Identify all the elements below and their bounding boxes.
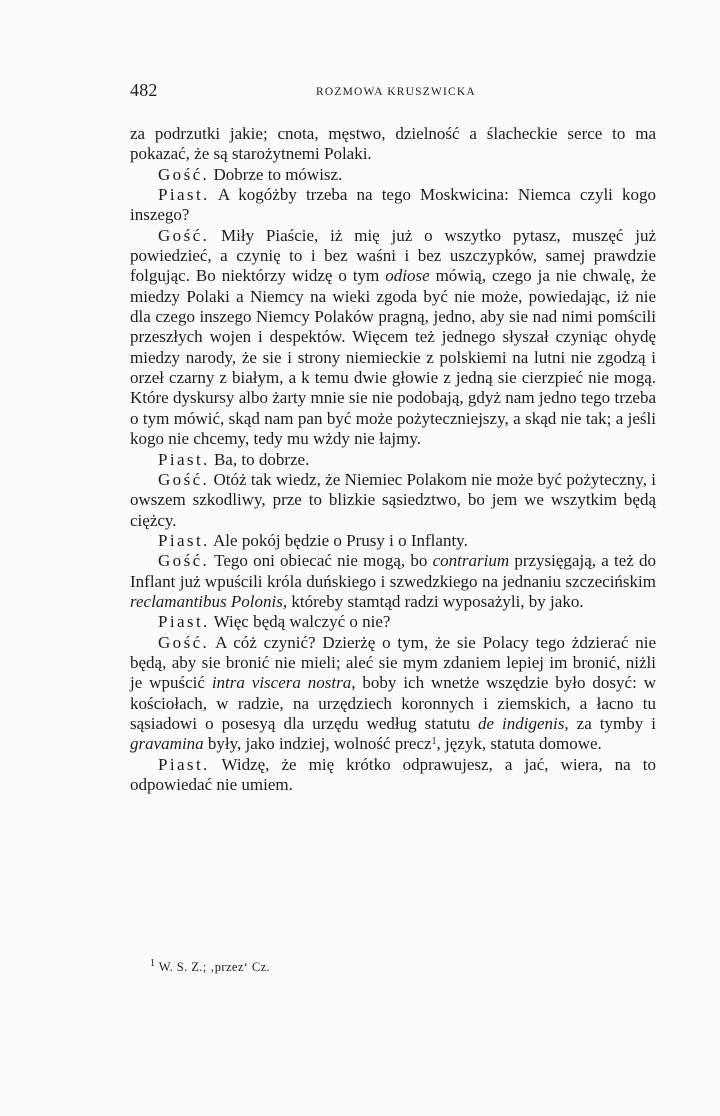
speaker-label: Gość. — [158, 551, 210, 571]
paragraph — [130, 470, 656, 531]
paragraph — [130, 633, 656, 755]
text-segment: Miły Piaście, iż mię już o wszytko pytasz, muszęć już powiedzieć, a czynię to i bez waśni i bez uszczypków, samej prawdzie folgując. Bo niektórzy widzę o tym — [130, 225, 656, 286]
paragraph — [130, 226, 656, 450]
paragraph — [130, 124, 656, 165]
text-segment: A cóż czynić? Dzierżę o tym, że sie Polacy tego żdzierać nie będą, aby sie bronić nie mieli; aleć sie mym zdaniem lepiej im bronić, niżli je wpuścić — [130, 632, 656, 693]
text-segment: Ba, to dobrze. — [209, 449, 310, 469]
italic-text: contrarium — [432, 551, 510, 571]
footnote-ref: 1 — [431, 736, 437, 748]
text-segment: boby ich wnetże wszędzie było dosyć: w kościołach, w radzie, na urzędziech koronnych i ziemskich, a łacno tu sąsiadowi o posesyą dla urzędu według statutu — [130, 673, 656, 733]
italic-text: gravamina — [130, 734, 204, 754]
speaker-label: Gość. — [158, 225, 210, 245]
paragraph — [130, 612, 656, 632]
paragraph — [130, 755, 656, 796]
paragraph — [130, 531, 656, 551]
speaker-label: Gość. — [158, 164, 210, 184]
paragraph — [130, 450, 656, 470]
speaker-label: Gość. — [158, 469, 210, 489]
text-segment: Więc będą walczyć o nie? — [209, 612, 391, 632]
text-segment: mówią, czego ja nie chwalę, że miedzy Polaki a Niemcy na wieki zgoda być nie może, powiedając, iż nie dla czego inszego Niemcy Polaków pragną, jedno, aby sie nad nimi pomścili przeszłych wojen i despektów. Więcem też jednego słyszał czyniąc ohydę miedzy narody, że sie i strony niemieckie z polskiemi na lutni nie zgodzą i orzeł czarny z białym, a k temu dwie głowie z jedną sie cierzpieć nie mogą. Które dyskursy albo żarty mnie sie nie podobają, gdyż nam jedno tego trzeba o tym mówić, skąd nam pan być może pożyteczniejszy, a skąd nie tak; a jeśli kogo nie chcemy, tedy mu wżdy nie łajmy. — [130, 266, 656, 449]
footnote — [150, 960, 270, 975]
text-segment: były, jako indziej, wolność precz — [203, 734, 432, 754]
text-segment: Tego oni obiecać nie mogą, bo — [209, 551, 433, 571]
footnote-marker: 1 — [150, 958, 156, 969]
speaker-label: Piast. — [158, 612, 210, 632]
italic-text: odiose — [385, 266, 430, 286]
speaker-label: Gość. — [158, 632, 210, 652]
italic-text: intra viscera nostra, — [211, 673, 356, 693]
text-segment: któreby stamtąd radzi wyposażyli, by jako. — [287, 591, 584, 611]
text-segment: Otóż tak wiedz, że Niemiec Polakom nie może być pożyteczny, i owszem szkodliwy, prze to blizkie sąsiedztwo, bo jem we wszytkim będą ciężcy. — [130, 469, 656, 530]
text-segment: Ale pokój będzie o Prusy i o Inflanty. — [209, 530, 468, 550]
text-segment: za podrzutki jakie; cnota, męstwo, dzielność a ślacheckie serce to ma pokazać, że są starożytnemi Polaki. — [130, 124, 656, 164]
text-segment: , język, statuta domowe. — [436, 734, 602, 754]
body-text — [130, 124, 656, 795]
speaker-label: Piast. — [158, 449, 210, 469]
text-segment: przysięgają, a też do Inflant już wpuścili króla duńskiego i szwedzkiego na jednaniu szczecińskim — [130, 551, 657, 591]
text-segment: A kogóżby trzeba na tego Moskwicina: Niemca czyli kogo inszego? — [130, 185, 656, 225]
text-segment: Widzę, że mię krótko odprawujesz, a jać, wiera, na to odpowiedać nie umiem. — [130, 754, 656, 794]
speaker-label: Piast. — [158, 754, 210, 774]
paragraph — [130, 551, 656, 612]
footnote-text: W. S. Z.; ‚przez‘ Cz. — [155, 960, 271, 974]
paragraph — [130, 165, 656, 185]
text-segment: za tymby i — [568, 713, 656, 733]
running-head: ROZMOWA KRUSZWICKA — [316, 86, 476, 98]
page-number: 482 — [130, 80, 158, 100]
speaker-label: Piast. — [158, 185, 210, 205]
italic-text: de indigenis, — [477, 713, 569, 733]
paragraph — [130, 185, 656, 226]
text-segment: Dobrze to mówisz. — [209, 164, 343, 184]
speaker-label: Piast. — [158, 530, 210, 550]
italic-text: reclamantibus Polonis, — [130, 591, 288, 611]
